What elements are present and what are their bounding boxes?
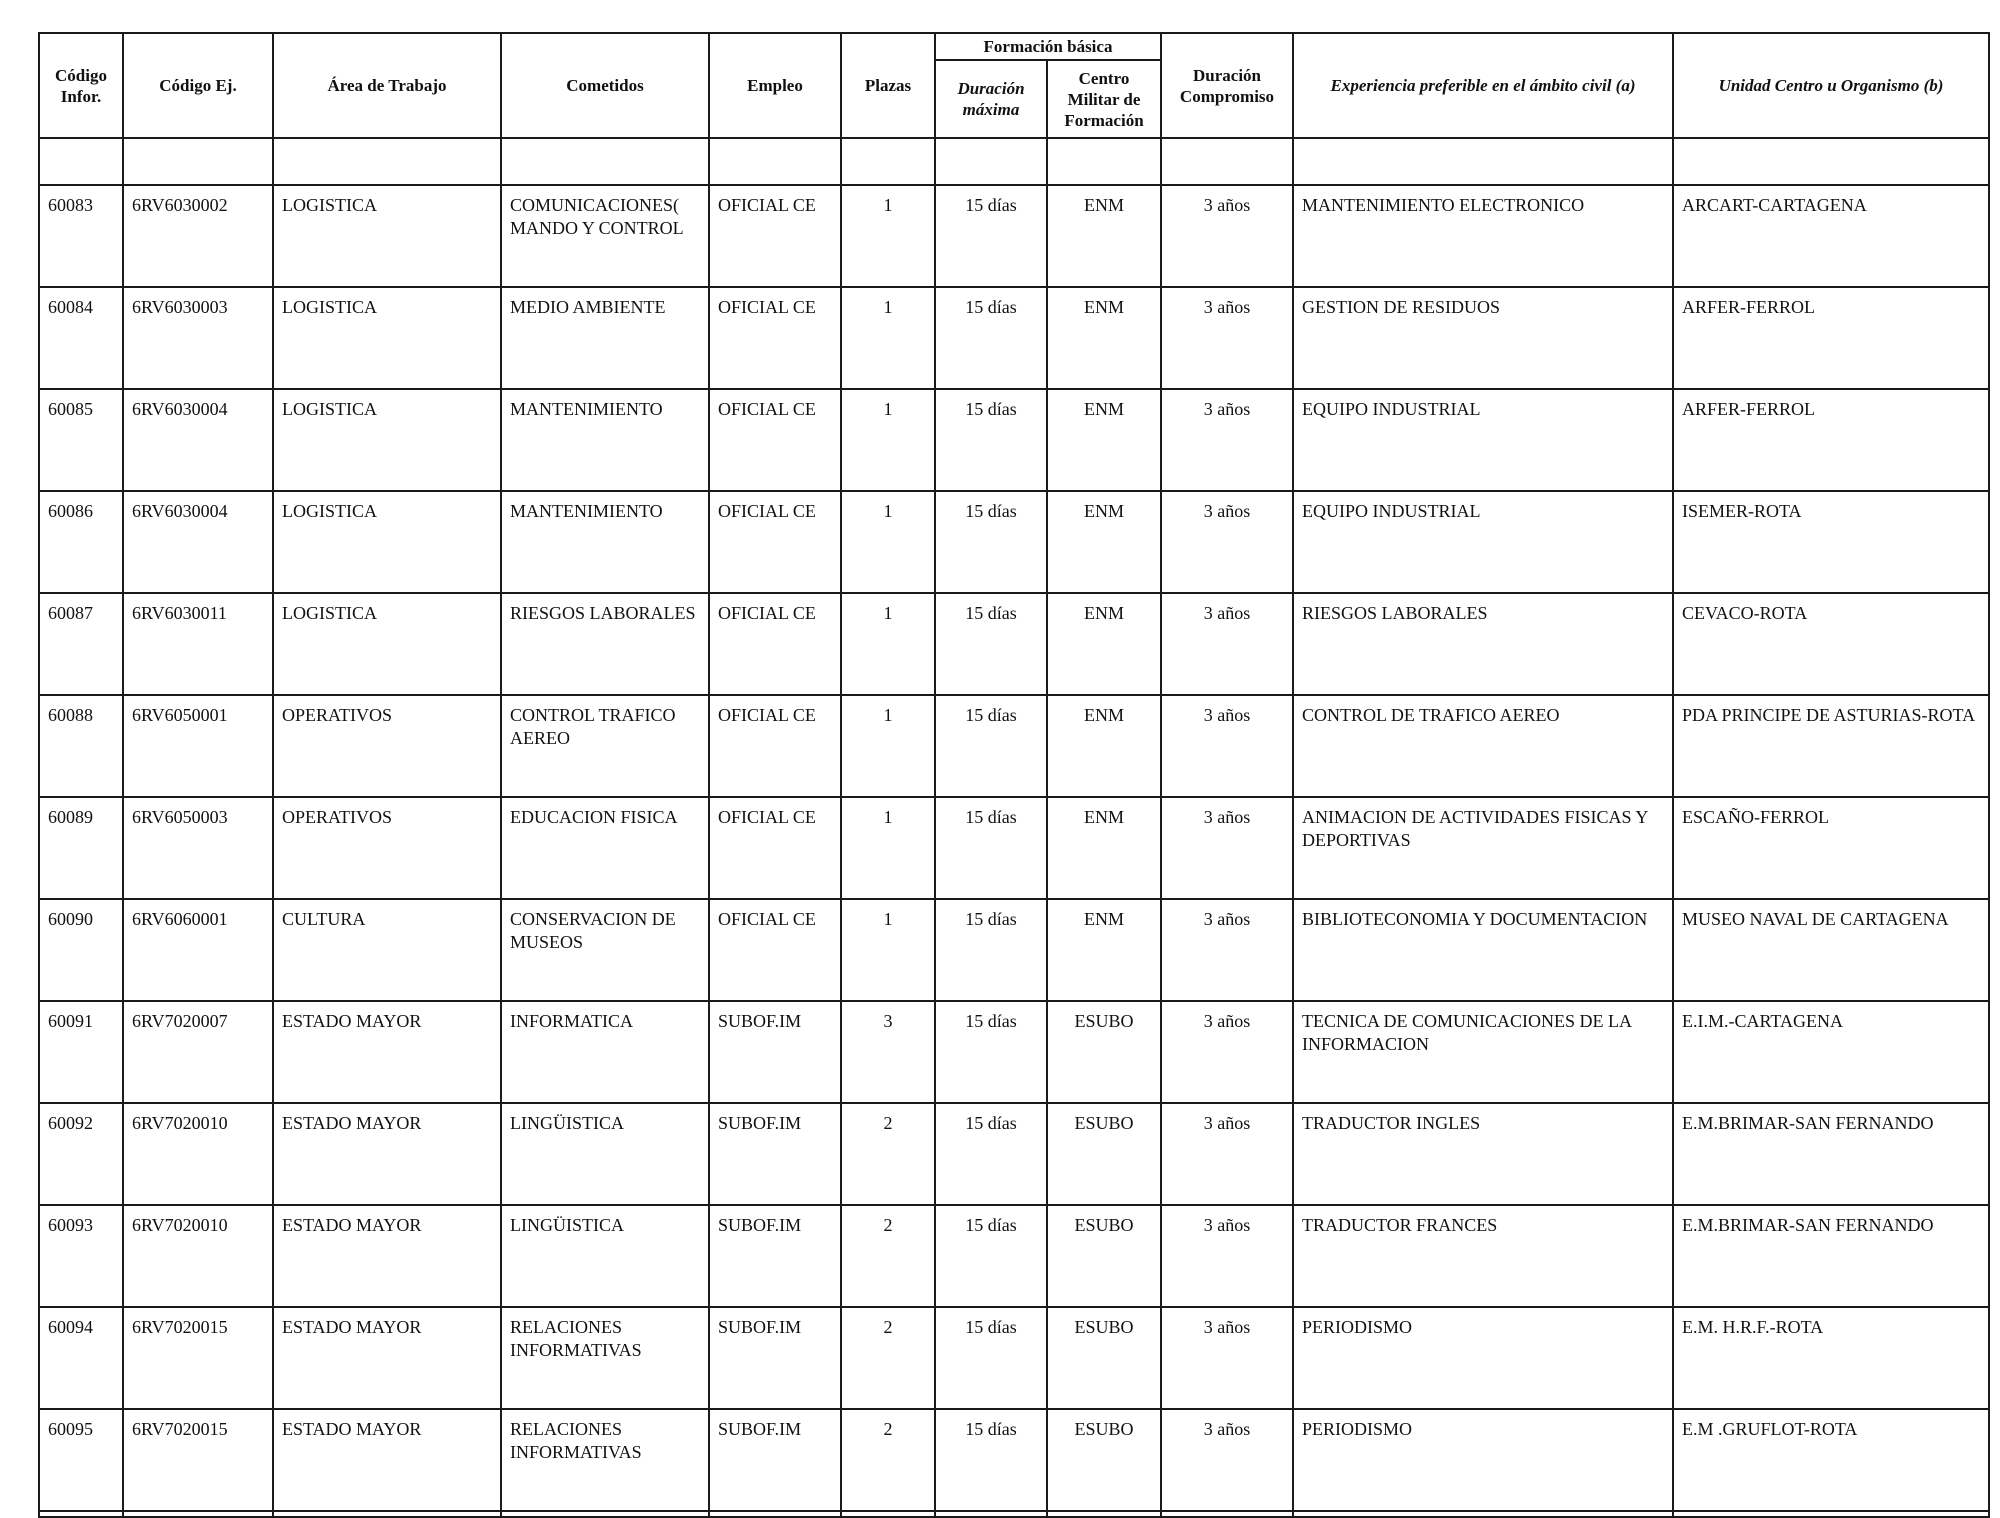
positions-table (38, 32, 1990, 1518)
cell-cometidos: LINGÜISTICA (501, 1205, 709, 1307)
cell-plazas: 1 (841, 185, 935, 287)
cell-area: LOGISTICA (273, 389, 501, 491)
cell-centro: ESUBO (1047, 1409, 1161, 1511)
cell-cometidos: EDUCACION FISICA (501, 797, 709, 899)
cell-area: ESTADO MAYOR (273, 1103, 501, 1205)
cell-experiencia: RIESGOS LABORALES (1293, 593, 1673, 695)
cell-cometidos: MANTENIMIENTO (501, 491, 709, 593)
cell-plazas: 2 (841, 1103, 935, 1205)
cell-experiencia: PERIODISMO (1293, 1409, 1673, 1511)
cell-codigo-ej: 6RV7020010 (123, 1205, 273, 1307)
cell-centro: ENM (1047, 899, 1161, 1001)
cell-area: LOGISTICA (273, 593, 501, 695)
cell-compromiso: 3 años (1161, 389, 1293, 491)
cell-area: OPERATIVOS (273, 695, 501, 797)
header-centro-militar: Centro Militar de Formación (1047, 60, 1161, 138)
header-area-trabajo: Área de Trabajo (273, 33, 501, 138)
cell-duracion-maxima: 15 días (935, 1001, 1047, 1103)
cell-codigo-infor: 60088 (39, 695, 123, 797)
cell-unidad: E.M.BRIMAR-SAN FERNANDO (1673, 1103, 1989, 1205)
table-row (39, 695, 1989, 797)
cell-empleo: OFICIAL CE (709, 389, 841, 491)
cell-codigo-ej: 6RV6030004 (123, 389, 273, 491)
cell-area: LOGISTICA (273, 185, 501, 287)
cell-experiencia: TECNICA DE COMUNICACIONES DE LA INFORMACION (1293, 1001, 1673, 1103)
cell-empleo: SUBOF.IM (709, 1307, 841, 1409)
cell-empleo: SUBOF.IM (709, 1409, 841, 1511)
cell-cometidos: CONSERVACION DE MUSEOS (501, 899, 709, 1001)
cell-centro: ENM (1047, 287, 1161, 389)
table-row (39, 287, 1989, 389)
cell-duracion-maxima: 15 días (935, 287, 1047, 389)
table-row (39, 1103, 1989, 1205)
cell-unidad: CEVACO-ROTA (1673, 593, 1989, 695)
cell-experiencia: EQUIPO INDUSTRIAL (1293, 491, 1673, 593)
cell-compromiso: 3 años (1161, 797, 1293, 899)
cell-centro: ENM (1047, 389, 1161, 491)
cell-unidad: E.M .GRUFLOT-ROTA (1673, 1409, 1989, 1511)
cell-codigo-infor: 60095 (39, 1409, 123, 1511)
cell-codigo-ej: 6RV7020015 (123, 1307, 273, 1409)
header-unidad: Unidad Centro u Organismo (b) (1673, 33, 1989, 138)
cell-unidad: PDA PRINCIPE DE ASTURIAS-ROTA (1673, 695, 1989, 797)
cell-duracion-maxima: 15 días (935, 1205, 1047, 1307)
cell-area: ESTADO MAYOR (273, 1409, 501, 1511)
cell-empleo: OFICIAL CE (709, 287, 841, 389)
cell-experiencia: TRADUCTOR FRANCES (1293, 1205, 1673, 1307)
cell-centro: ENM (1047, 695, 1161, 797)
header-duracion-maxima: Duración máxima (935, 60, 1047, 138)
cell-centro: ESUBO (1047, 1001, 1161, 1103)
cell-duracion-maxima: 15 días (935, 389, 1047, 491)
cell-cometidos: MEDIO AMBIENTE (501, 287, 709, 389)
cell-compromiso: 3 años (1161, 1409, 1293, 1511)
cell-centro: ESUBO (1047, 1103, 1161, 1205)
cell-plazas: 1 (841, 389, 935, 491)
cell-duracion-maxima: 15 días (935, 899, 1047, 1001)
cell-compromiso: 3 años (1161, 287, 1293, 389)
cell-duracion-maxima: 15 días (935, 797, 1047, 899)
cell-codigo-infor: 60083 (39, 185, 123, 287)
cell-compromiso: 3 años (1161, 1205, 1293, 1307)
cell-unidad: E.M.BRIMAR-SAN FERNANDO (1673, 1205, 1989, 1307)
cell-area: ESTADO MAYOR (273, 1307, 501, 1409)
cell-compromiso: 3 años (1161, 593, 1293, 695)
header-codigo-ej: Código Ej. (123, 33, 273, 138)
table-end-row (39, 1511, 1989, 1517)
cell-centro: ENM (1047, 491, 1161, 593)
cell-unidad: ARFER-FERROL (1673, 287, 1989, 389)
cell-duracion-maxima: 15 días (935, 695, 1047, 797)
cell-centro: ESUBO (1047, 1307, 1161, 1409)
cell-duracion-maxima: 15 días (935, 1409, 1047, 1511)
cell-plazas: 1 (841, 695, 935, 797)
table-row (39, 1001, 1989, 1103)
table-row (39, 593, 1989, 695)
cell-duracion-maxima: 15 días (935, 593, 1047, 695)
cell-area: CULTURA (273, 899, 501, 1001)
cell-cometidos: RIESGOS LABORALES (501, 593, 709, 695)
cell-compromiso: 3 años (1161, 1307, 1293, 1409)
cell-compromiso: 3 años (1161, 185, 1293, 287)
cell-codigo-infor: 60094 (39, 1307, 123, 1409)
table-row (39, 185, 1989, 287)
cell-codigo-ej: 6RV6060001 (123, 899, 273, 1001)
cell-unidad: ESCAÑO-FERROL (1673, 797, 1989, 899)
cell-codigo-ej: 6RV7020015 (123, 1409, 273, 1511)
cell-area: ESTADO MAYOR (273, 1001, 501, 1103)
cell-cometidos: RELACIONES INFORMATIVAS (501, 1307, 709, 1409)
table-row (39, 797, 1989, 899)
cell-plazas: 1 (841, 797, 935, 899)
table-body (39, 138, 1989, 1517)
cell-experiencia: ANIMACION DE ACTIVIDADES FISICAS Y DEPORTIVAS (1293, 797, 1673, 899)
cell-centro: ENM (1047, 797, 1161, 899)
cell-area: LOGISTICA (273, 491, 501, 593)
cell-cometidos: INFORMATICA (501, 1001, 709, 1103)
header-cometidos: Cometidos (501, 33, 709, 138)
cell-plazas: 2 (841, 1205, 935, 1307)
table-row (39, 491, 1989, 593)
cell-experiencia: GESTION DE RESIDUOS (1293, 287, 1673, 389)
spacer-row (39, 138, 1989, 185)
cell-codigo-infor: 60085 (39, 389, 123, 491)
cell-empleo: SUBOF.IM (709, 1001, 841, 1103)
cell-codigo-infor: 60084 (39, 287, 123, 389)
cell-codigo-ej: 6RV6030003 (123, 287, 273, 389)
cell-plazas: 2 (841, 1409, 935, 1511)
header-formacion-basica: Formación básica (935, 33, 1161, 60)
cell-experiencia: TRADUCTOR INGLES (1293, 1103, 1673, 1205)
cell-empleo: SUBOF.IM (709, 1103, 841, 1205)
cell-compromiso: 3 años (1161, 491, 1293, 593)
header-plazas: Plazas (841, 33, 935, 138)
cell-plazas: 1 (841, 593, 935, 695)
cell-cometidos: LINGÜISTICA (501, 1103, 709, 1205)
cell-duracion-maxima: 15 días (935, 1103, 1047, 1205)
cell-plazas: 1 (841, 491, 935, 593)
cell-unidad: MUSEO NAVAL DE CARTAGENA (1673, 899, 1989, 1001)
cell-codigo-ej: 6RV6030002 (123, 185, 273, 287)
cell-unidad: ISEMER-ROTA (1673, 491, 1989, 593)
cell-experiencia: EQUIPO INDUSTRIAL (1293, 389, 1673, 491)
table-row (39, 389, 1989, 491)
table-row (39, 899, 1989, 1001)
cell-codigo-ej: 6RV6050003 (123, 797, 273, 899)
header-row-top (39, 33, 1989, 60)
cell-compromiso: 3 años (1161, 899, 1293, 1001)
cell-codigo-ej: 6RV6030004 (123, 491, 273, 593)
cell-empleo: OFICIAL CE (709, 491, 841, 593)
table-row (39, 1409, 1989, 1511)
cell-codigo-infor: 60093 (39, 1205, 123, 1307)
cell-area: ESTADO MAYOR (273, 1205, 501, 1307)
cell-experiencia: CONTROL DE TRAFICO AEREO (1293, 695, 1673, 797)
cell-unidad: ARFER-FERROL (1673, 389, 1989, 491)
cell-codigo-ej: 6RV6030011 (123, 593, 273, 695)
cell-codigo-infor: 60092 (39, 1103, 123, 1205)
cell-plazas: 1 (841, 287, 935, 389)
cell-area: LOGISTICA (273, 287, 501, 389)
cell-empleo: OFICIAL CE (709, 797, 841, 899)
cell-codigo-infor: 60090 (39, 899, 123, 1001)
header-empleo: Empleo (709, 33, 841, 138)
cell-unidad: E.M. H.R.F.-ROTA (1673, 1307, 1989, 1409)
cell-codigo-infor: 60089 (39, 797, 123, 899)
cell-cometidos: MANTENIMIENTO (501, 389, 709, 491)
table-row (39, 1307, 1989, 1409)
cell-codigo-infor: 60091 (39, 1001, 123, 1103)
cell-duracion-maxima: 15 días (935, 1307, 1047, 1409)
cell-codigo-ej: 6RV7020007 (123, 1001, 273, 1103)
header-codigo-infor: Código Infor. (39, 33, 123, 138)
cell-codigo-ej: 6RV7020010 (123, 1103, 273, 1205)
cell-empleo: SUBOF.IM (709, 1205, 841, 1307)
cell-compromiso: 3 años (1161, 1001, 1293, 1103)
header-experiencia: Experiencia preferible en el ámbito civil (a) (1293, 33, 1673, 138)
cell-empleo: OFICIAL CE (709, 899, 841, 1001)
header-duracion-compromiso: Duración Compromiso (1161, 33, 1293, 138)
cell-unidad: ARCART-CARTAGENA (1673, 185, 1989, 287)
cell-duracion-maxima: 15 días (935, 491, 1047, 593)
cell-compromiso: 3 años (1161, 1103, 1293, 1205)
cell-centro: ESUBO (1047, 1205, 1161, 1307)
cell-cometidos: CONTROL TRAFICO AEREO (501, 695, 709, 797)
cell-experiencia: BIBLIOTECONOMIA Y DOCUMENTACION (1293, 899, 1673, 1001)
cell-experiencia: MANTENIMIENTO ELECTRONICO (1293, 185, 1673, 287)
cell-plazas: 1 (841, 899, 935, 1001)
cell-centro: ENM (1047, 185, 1161, 287)
cell-cometidos: COMUNICACIONES( MANDO Y CONTROL (501, 185, 709, 287)
cell-cometidos: RELACIONES INFORMATIVAS (501, 1409, 709, 1511)
cell-area: OPERATIVOS (273, 797, 501, 899)
cell-codigo-infor: 60087 (39, 593, 123, 695)
cell-empleo: OFICIAL CE (709, 185, 841, 287)
cell-plazas: 2 (841, 1307, 935, 1409)
cell-empleo: OFICIAL CE (709, 695, 841, 797)
table-row (39, 1205, 1989, 1307)
cell-unidad: E.I.M.-CARTAGENA (1673, 1001, 1989, 1103)
cell-compromiso: 3 años (1161, 695, 1293, 797)
cell-codigo-ej: 6RV6050001 (123, 695, 273, 797)
cell-plazas: 3 (841, 1001, 935, 1103)
cell-centro: ENM (1047, 593, 1161, 695)
cell-codigo-infor: 60086 (39, 491, 123, 593)
cell-duracion-maxima: 15 días (935, 185, 1047, 287)
cell-empleo: OFICIAL CE (709, 593, 841, 695)
cell-experiencia: PERIODISMO (1293, 1307, 1673, 1409)
